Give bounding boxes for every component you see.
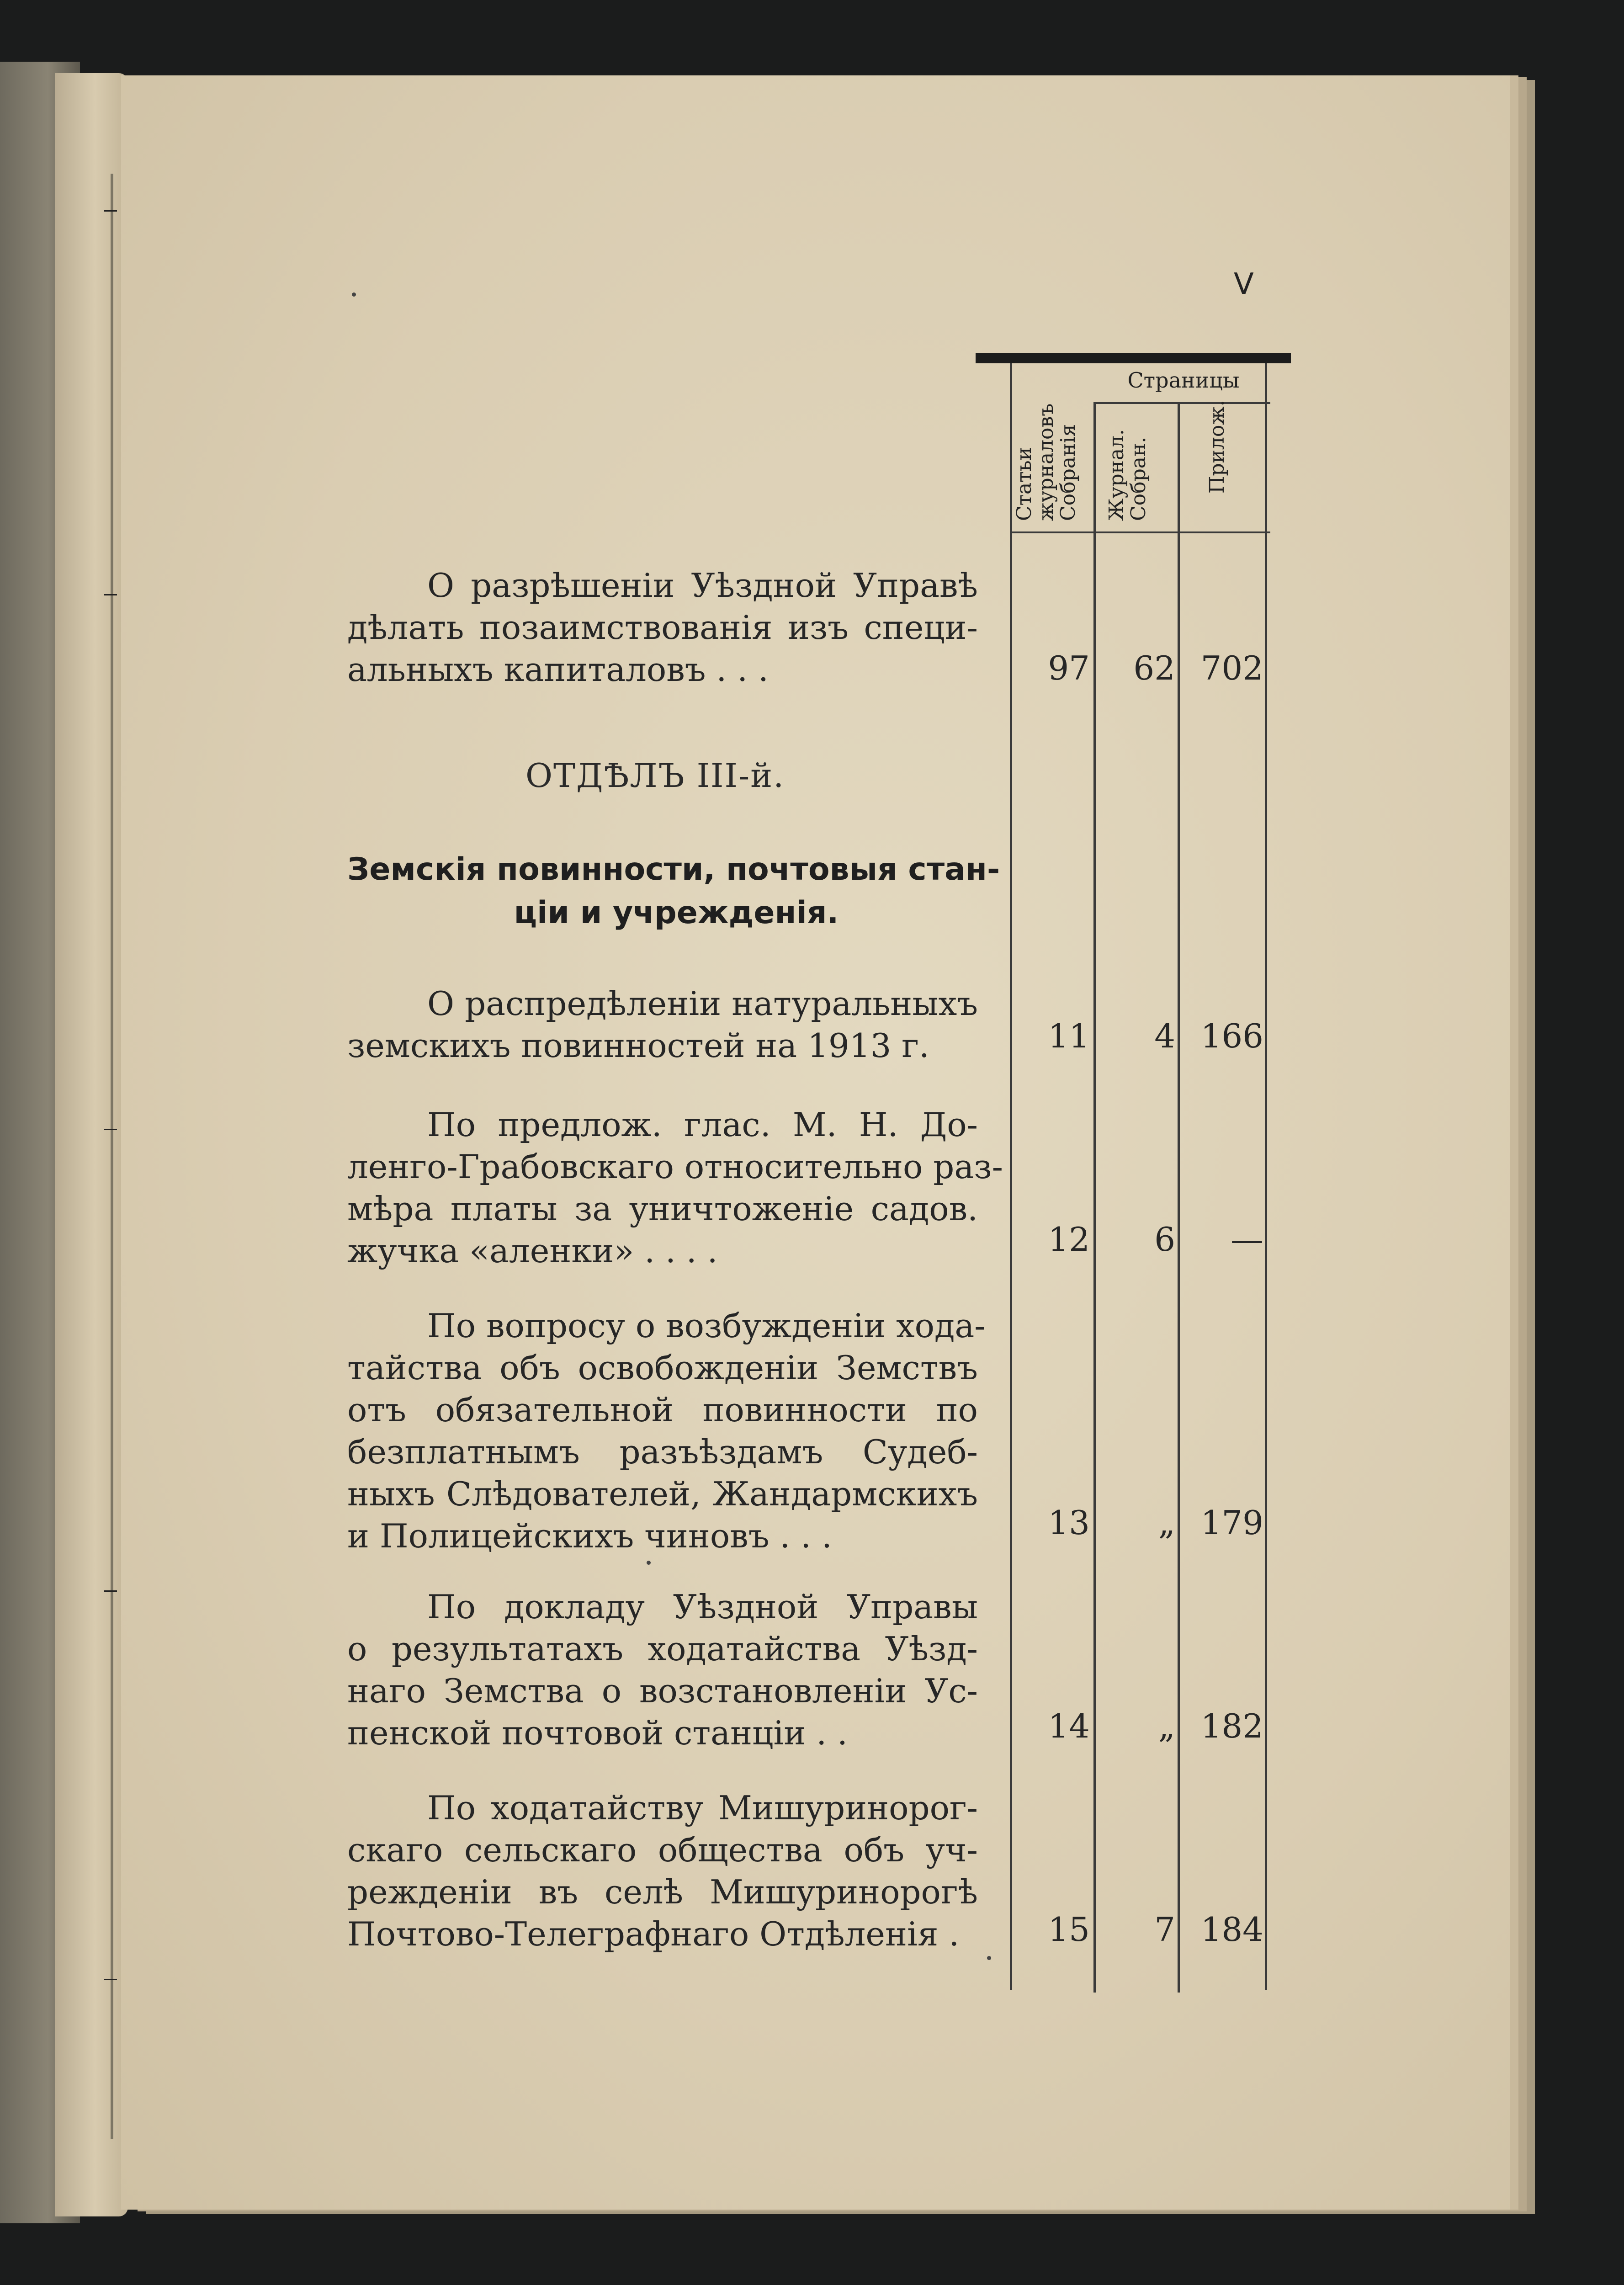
appendix-page: 702	[1200, 649, 1263, 687]
header-subrule	[1094, 402, 1270, 404]
entry-line: о результатахъ ходатайства Уѣзд-	[347, 1630, 978, 1668]
journal-page: 62	[1133, 649, 1175, 687]
entry-line: По ходатайству Мишуринорог-	[427, 1789, 978, 1827]
entry-line: мѣра платы за уничтоженіе садов.	[347, 1190, 978, 1228]
entry-line: По предлож. глас. М. Н. До-	[427, 1105, 978, 1144]
entry-line: ныхъ Слѣдователей, Жандармскихъ	[347, 1475, 978, 1513]
binding-thread	[111, 174, 113, 2139]
binding-stitch	[104, 1590, 117, 1592]
article-number: 11	[1048, 1017, 1090, 1055]
journal-page: „	[1158, 1504, 1175, 1542]
entry-line: дѣлать позаимствованія изъ специ-	[347, 608, 978, 647]
appendix-page: 182	[1200, 1707, 1263, 1745]
ink-speck	[352, 292, 356, 297]
entry-line: тайства объ освобожденіи Земствъ	[347, 1349, 978, 1387]
entry-line: альныхъ капиталовъ . . .	[347, 650, 769, 689]
entry-line: и Полицейскихъ чиновъ . . .	[347, 1517, 832, 1555]
binding-stitch	[104, 1129, 117, 1130]
entry-line: пенской почтовой станціи . .	[347, 1714, 848, 1752]
entry-line: наго Земства о возстановленіи Ус-	[347, 1672, 978, 1710]
column-rule	[1010, 363, 1012, 1990]
binding-stitch	[104, 594, 117, 595]
article-number: 12	[1048, 1220, 1090, 1259]
subsection-heading-line: Земскія повинности, почтовыя стан-	[347, 851, 1000, 887]
subsection-heading	[347, 848, 1000, 935]
list-item	[347, 1104, 1003, 1272]
articles-column-header: Статьи журналовъ Собранія	[1013, 403, 1080, 521]
list-item	[347, 564, 978, 691]
entry-line: земскихъ повинностей на 1913 г.	[347, 1026, 929, 1065]
subsection-heading-line: ціи и учрежденія.	[514, 895, 839, 931]
list-item	[347, 1305, 986, 1557]
table-top-rule	[976, 353, 1291, 363]
entry-line: Почтово-Телеграфнаго Отдѣленія .	[347, 1915, 960, 1953]
entry-line: отъ обязательной повинности по	[347, 1391, 978, 1429]
binding-stitch	[104, 1979, 117, 1980]
journal-page: 6	[1154, 1220, 1175, 1259]
entry-line: безплатнымъ разъѣздамъ Судеб-	[347, 1433, 978, 1471]
list-item	[347, 1586, 978, 1754]
article-number: 97	[1048, 649, 1090, 687]
column-rule	[1093, 402, 1096, 1993]
article-number: 15	[1048, 1910, 1090, 1949]
ink-speck	[987, 1956, 991, 1960]
entry-line: О разрѣшеніи Уѣздной Управѣ	[427, 566, 978, 605]
section-heading: ОТДѢЛЪ III-й.	[525, 756, 785, 795]
list-item	[347, 1787, 978, 1955]
article-number: 13	[1048, 1504, 1090, 1542]
appendix-column-header: Прилож.	[1205, 400, 1229, 494]
appendix-page: —	[1231, 1220, 1263, 1259]
ink-speck	[647, 1561, 651, 1565]
header-bottom-rule	[1012, 531, 1270, 533]
entry-line: О распредѣленіи натуральныхъ	[427, 984, 978, 1023]
entry-line: жучка «аленки» . . . .	[347, 1232, 718, 1270]
column-rule	[1178, 402, 1180, 1993]
journal-page: 4	[1154, 1017, 1175, 1055]
appendix-page: 184	[1200, 1910, 1263, 1949]
entry-line: скаго сельскаго общества объ уч-	[347, 1831, 978, 1869]
journal-page: 7	[1154, 1910, 1175, 1949]
entry-line: ленго-Грабовскаго относительно раз-	[347, 1148, 1003, 1186]
list-item	[347, 983, 978, 1067]
journal-page: „	[1158, 1707, 1175, 1745]
entry-line: режденіи въ селѣ Мишуринорогѣ	[347, 1873, 978, 1911]
appendix-page: 166	[1200, 1017, 1263, 1055]
entry-line: По докладу Уѣздной Управы	[427, 1588, 978, 1626]
appendix-page: 179	[1200, 1504, 1263, 1542]
binding-stitch	[104, 210, 117, 212]
page-number: V	[1234, 267, 1254, 301]
pages-group-header: Страницы	[1127, 368, 1240, 393]
left-page-edge	[55, 73, 128, 2216]
journal-pages-column-header: Журнал. Собран.	[1105, 429, 1150, 521]
entry-line: По вопросу о возбужденіи хода-	[427, 1307, 986, 1345]
article-number: 14	[1048, 1707, 1090, 1745]
column-rule	[1265, 363, 1267, 1990]
